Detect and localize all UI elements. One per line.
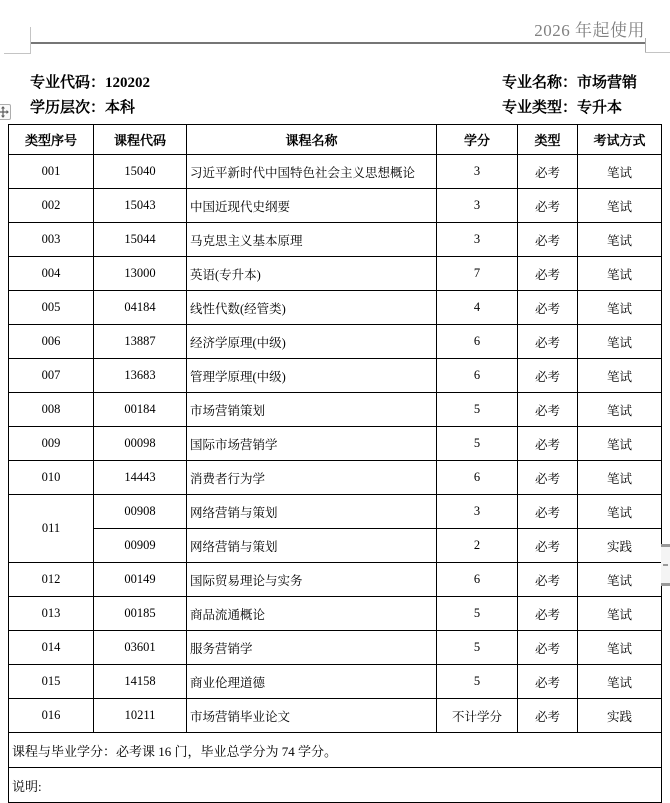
exam-cell: 笔试 bbox=[578, 631, 662, 665]
code-cell: 00098 bbox=[94, 427, 187, 461]
seq-cell: 004 bbox=[9, 257, 94, 291]
seq-cell: 007 bbox=[9, 359, 94, 393]
name-cell: 商品流通概论 bbox=[187, 597, 437, 631]
credits-cell: 2 bbox=[437, 529, 518, 563]
credits-cell: 5 bbox=[437, 597, 518, 631]
column-header-credits: 学分 bbox=[437, 125, 518, 155]
seq-cell: 009 bbox=[9, 427, 94, 461]
scrollbar-cap-bottom bbox=[661, 583, 670, 586]
type-cell: 必考 bbox=[518, 529, 578, 563]
table-row bbox=[9, 597, 662, 631]
seq-cell: 016 bbox=[9, 699, 94, 733]
credits-cell: 5 bbox=[437, 427, 518, 461]
name-cell: 管理学原理(中级) bbox=[187, 359, 437, 393]
exam-cell: 笔试 bbox=[578, 359, 662, 393]
code-cell: 10211 bbox=[94, 699, 187, 733]
code-cell: 15043 bbox=[94, 189, 187, 223]
column-header-name: 课程名称 bbox=[187, 125, 437, 155]
type-cell: 必考 bbox=[518, 223, 578, 257]
table-row bbox=[9, 325, 662, 359]
table-row bbox=[9, 393, 662, 427]
credits-cell: 3 bbox=[437, 495, 518, 529]
table-row bbox=[9, 291, 662, 325]
name-cell: 商业伦理道德 bbox=[187, 665, 437, 699]
seq-cell: 003 bbox=[9, 223, 94, 257]
name-cell: 马克思主义基本原理 bbox=[187, 223, 437, 257]
seq-cell: 006 bbox=[9, 325, 94, 359]
course-table bbox=[8, 124, 662, 803]
type-cell: 必考 bbox=[518, 189, 578, 223]
type-cell: 必考 bbox=[518, 359, 578, 393]
name-cell: 经济学原理(中级) bbox=[187, 325, 437, 359]
summary-cell: 课程与毕业学分：必考课 16 门，毕业总学分为 74 学分。 bbox=[9, 733, 662, 768]
seq-cell: 011 bbox=[9, 495, 94, 563]
column-header-exam: 考试方式 bbox=[578, 125, 662, 155]
name-cell: 市场营销策划 bbox=[187, 393, 437, 427]
exam-cell: 笔试 bbox=[578, 291, 662, 325]
scrollbar-cap-top bbox=[661, 544, 670, 547]
type-cell: 必考 bbox=[518, 393, 578, 427]
type-cell: 必考 bbox=[518, 699, 578, 733]
table-row bbox=[9, 155, 662, 189]
notes-row bbox=[9, 768, 662, 803]
credits-cell: 5 bbox=[437, 393, 518, 427]
type-cell: 必考 bbox=[518, 461, 578, 495]
code-cell: 15040 bbox=[94, 155, 187, 189]
exam-cell: 笔试 bbox=[578, 155, 662, 189]
exam-cell: 笔试 bbox=[578, 427, 662, 461]
scrollbar-dash bbox=[663, 564, 668, 566]
course-table-body bbox=[9, 155, 662, 733]
table-row bbox=[9, 427, 662, 461]
code-cell: 00149 bbox=[94, 563, 187, 597]
name-cell: 中国近现代史纲要 bbox=[187, 189, 437, 223]
credits-cell: 3 bbox=[437, 189, 518, 223]
name-cell: 市场营销毕业论文 bbox=[187, 699, 437, 733]
seq-cell: 013 bbox=[9, 597, 94, 631]
table-row bbox=[9, 359, 662, 393]
table-row bbox=[9, 461, 662, 495]
name-cell: 消费者行为学 bbox=[187, 461, 437, 495]
table-row bbox=[9, 223, 662, 257]
table-header-row bbox=[9, 125, 662, 155]
exam-cell: 笔试 bbox=[578, 563, 662, 597]
credits-cell: 6 bbox=[437, 461, 518, 495]
education-level: 学历层次：本科 bbox=[30, 100, 136, 116]
name-cell: 线性代数(经管类) bbox=[187, 291, 437, 325]
exam-cell: 笔试 bbox=[578, 223, 662, 257]
margin-mark-top-right-vertical bbox=[645, 38, 646, 53]
code-cell: 00909 bbox=[94, 529, 187, 563]
table-row bbox=[9, 631, 662, 665]
table-move-handle[interactable] bbox=[0, 104, 11, 120]
notes-label-cell: 说明: bbox=[9, 768, 662, 803]
scrollbar-fragment[interactable] bbox=[661, 544, 670, 586]
table-row bbox=[9, 529, 662, 563]
exam-cell: 笔试 bbox=[578, 393, 662, 427]
exam-cell: 笔试 bbox=[578, 325, 662, 359]
code-cell: 13000 bbox=[94, 257, 187, 291]
margin-mark-top-left-vertical bbox=[30, 27, 31, 54]
code-cell: 03601 bbox=[94, 631, 187, 665]
exam-cell: 笔试 bbox=[578, 461, 662, 495]
credits-cell: 5 bbox=[437, 631, 518, 665]
type-cell: 必考 bbox=[518, 597, 578, 631]
summary-row bbox=[9, 733, 662, 768]
name-cell: 网络营销与策划 bbox=[187, 495, 437, 529]
type-cell: 必考 bbox=[518, 291, 578, 325]
seq-cell: 012 bbox=[9, 563, 94, 597]
code-cell: 13683 bbox=[94, 359, 187, 393]
header-note: 2026 年起使用 bbox=[534, 21, 645, 40]
name-cell: 国际市场营销学 bbox=[187, 427, 437, 461]
type-cell: 必考 bbox=[518, 495, 578, 529]
code-cell: 13887 bbox=[94, 325, 187, 359]
credits-cell: 3 bbox=[437, 155, 518, 189]
margin-mark-top-left-horizontal bbox=[4, 53, 30, 54]
name-cell: 服务营销学 bbox=[187, 631, 437, 665]
table-row bbox=[9, 563, 662, 597]
exam-cell: 笔试 bbox=[578, 257, 662, 291]
exam-cell: 实践 bbox=[578, 699, 662, 733]
column-header-code: 课程代码 bbox=[94, 125, 187, 155]
table-row bbox=[9, 257, 662, 291]
table-row bbox=[9, 699, 662, 733]
type-cell: 必考 bbox=[518, 631, 578, 665]
major-code: 专业代码：120202 bbox=[30, 75, 151, 91]
major-name: 专业名称：市场营销 bbox=[502, 75, 638, 91]
type-cell: 必考 bbox=[518, 257, 578, 291]
credits-cell: 3 bbox=[437, 223, 518, 257]
move-cross-icon bbox=[0, 106, 9, 118]
column-header-seq: 类型序号 bbox=[9, 125, 94, 155]
seq-cell: 008 bbox=[9, 393, 94, 427]
credits-cell: 7 bbox=[437, 257, 518, 291]
name-cell: 网络营销与策划 bbox=[187, 529, 437, 563]
name-cell: 习近平新时代中国特色社会主义思想概论 bbox=[187, 155, 437, 189]
seq-cell: 015 bbox=[9, 665, 94, 699]
name-cell: 英语(专升本) bbox=[187, 257, 437, 291]
type-cell: 必考 bbox=[518, 155, 578, 189]
credits-cell: 6 bbox=[437, 325, 518, 359]
seq-cell: 001 bbox=[9, 155, 94, 189]
header-underline bbox=[31, 42, 645, 44]
seq-cell: 010 bbox=[9, 461, 94, 495]
table-row bbox=[9, 665, 662, 699]
code-cell: 15044 bbox=[94, 223, 187, 257]
seq-cell: 005 bbox=[9, 291, 94, 325]
code-cell: 00185 bbox=[94, 597, 187, 631]
code-cell: 14158 bbox=[94, 665, 187, 699]
exam-cell: 实践 bbox=[578, 529, 662, 563]
type-cell: 必考 bbox=[518, 325, 578, 359]
name-cell: 国际贸易理论与实务 bbox=[187, 563, 437, 597]
credits-cell: 5 bbox=[437, 665, 518, 699]
meta-right-block bbox=[502, 71, 637, 121]
credits-cell: 4 bbox=[437, 291, 518, 325]
code-cell: 04184 bbox=[94, 291, 187, 325]
code-cell: 00184 bbox=[94, 393, 187, 427]
meta-left-block bbox=[30, 71, 150, 121]
credits-cell: 6 bbox=[437, 563, 518, 597]
major-type: 专业类型：专升本 bbox=[502, 100, 623, 116]
exam-cell: 笔试 bbox=[578, 597, 662, 631]
code-cell: 00908 bbox=[94, 495, 187, 529]
seq-cell: 014 bbox=[9, 631, 94, 665]
type-cell: 必考 bbox=[518, 427, 578, 461]
credits-cell: 6 bbox=[437, 359, 518, 393]
type-cell: 必考 bbox=[518, 563, 578, 597]
table-row bbox=[9, 495, 662, 529]
seq-cell: 002 bbox=[9, 189, 94, 223]
exam-cell: 笔试 bbox=[578, 665, 662, 699]
column-header-type: 类型 bbox=[518, 125, 578, 155]
exam-cell: 笔试 bbox=[578, 189, 662, 223]
type-cell: 必考 bbox=[518, 665, 578, 699]
table-row bbox=[9, 189, 662, 223]
credits-cell: 不计学分 bbox=[437, 699, 518, 733]
exam-cell: 笔试 bbox=[578, 495, 662, 529]
margin-mark-top-right-horizontal bbox=[645, 52, 670, 53]
code-cell: 14443 bbox=[94, 461, 187, 495]
